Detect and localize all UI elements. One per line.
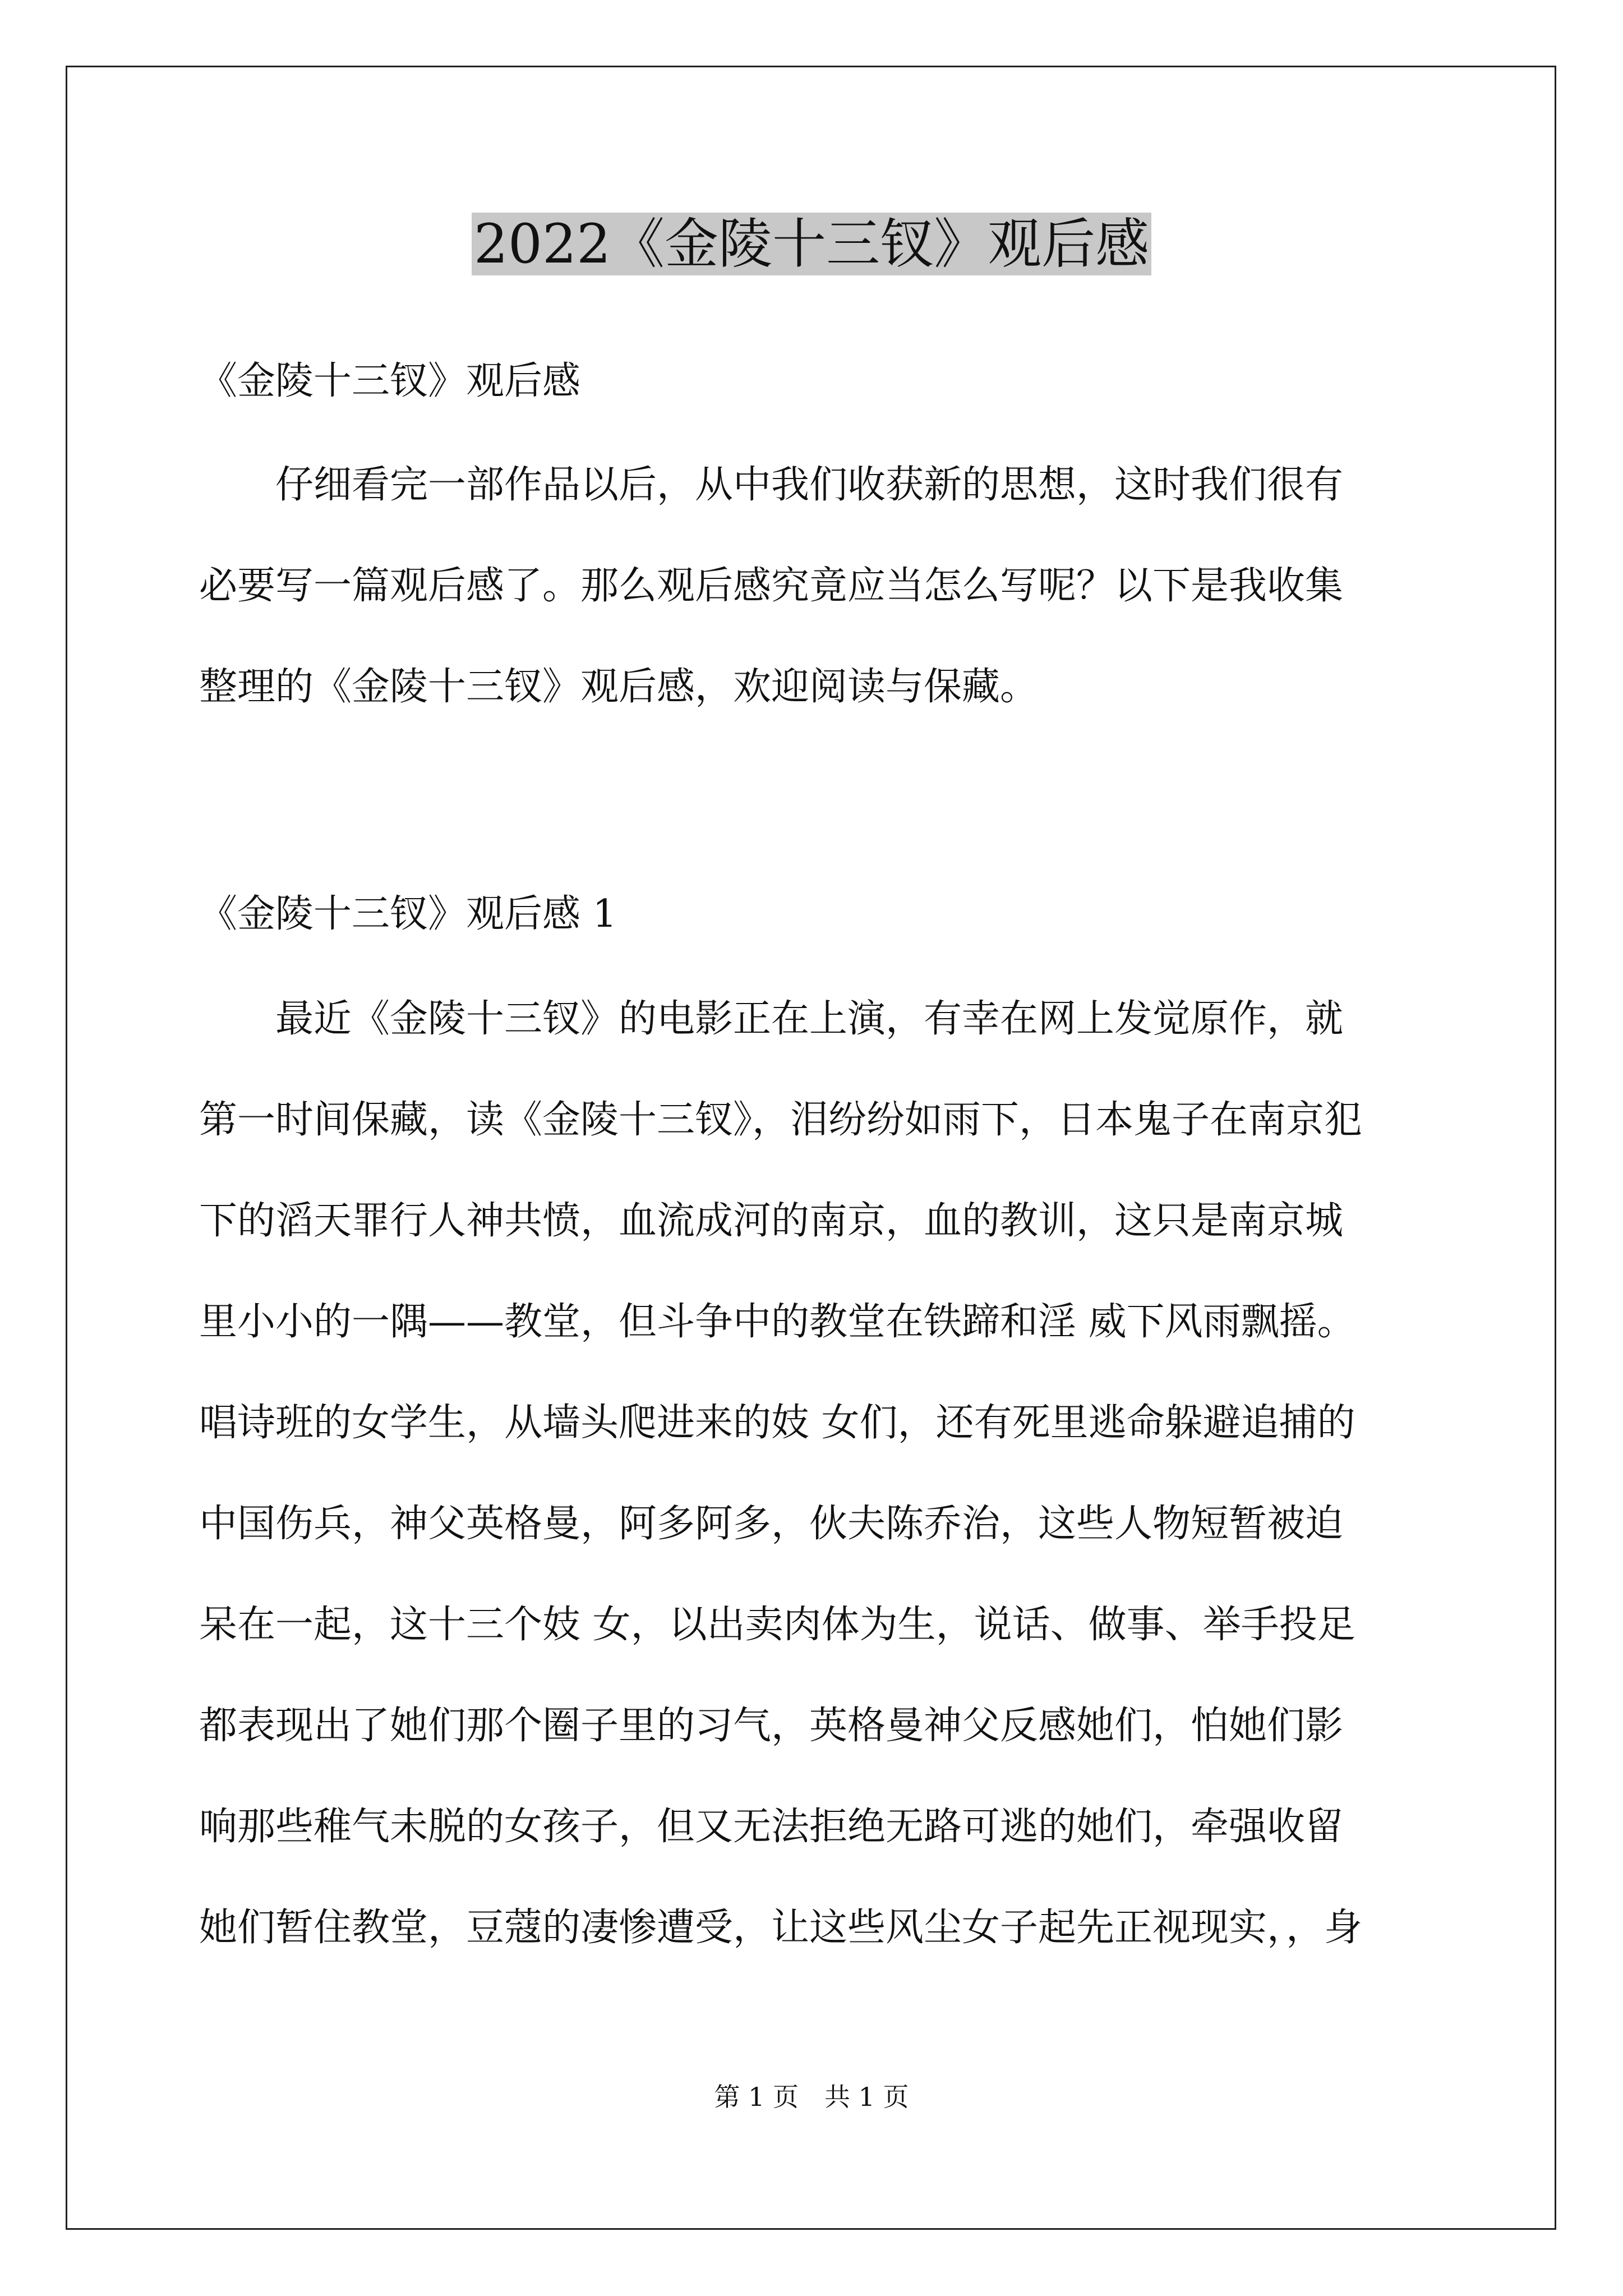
document-title-text: 2022《金陵十三钗》观后感 — [472, 213, 1151, 275]
intro-line-3: 整理的《金陵十三钗》观后感，欢迎阅读与保藏。 — [199, 665, 1039, 709]
body-line-3: 下的滔天罪行人神共愤，血流成河的南京，血的教训，这只是南京城 — [199, 1199, 1344, 1243]
body-line-5: 唱诗班的女学生，从墙头爬进来的妓 女们，还有死里逃命躲避追捕的 — [199, 1401, 1355, 1445]
section-heading: 《金陵十三钗》观后感 1 — [199, 892, 617, 936]
body-line-7: 呆在一起，这十三个妓 女，以出卖肉体为生，说话、做事、举手投足 — [199, 1603, 1355, 1647]
body-line-10: 她们暂住教堂，豆蔻的凄惨遭受，让这些风尘女子起先正视现实，，身 — [199, 1906, 1363, 1950]
document-title — [0, 205, 1623, 283]
intro-line-2: 必要写一篇观后感了。那么观后感究竟应当怎么写呢？以下是我收集 — [199, 564, 1344, 608]
body-line-9: 响那些稚气未脱的女孩子，但又无法拒绝无路可逃的她们，牵强收留 — [199, 1805, 1344, 1849]
body-line-8: 都表现出了她们那个圈子里的习气，英格曼神父反感她们，怕她们影 — [199, 1704, 1344, 1748]
body-line-6: 中国伤兵，神父英格曼，阿多阿多，伙夫陈乔治，这些人物短暂被迫 — [199, 1502, 1344, 1546]
body-line-1: 最近《金陵十三钗》的电影正在上演，有幸在网上发觉原作，就 — [199, 997, 1344, 1041]
page-footer: 第 1 页 共 1 页 — [714, 2082, 909, 2112]
subtitle: 《金陵十三钗》观后感 — [199, 359, 581, 403]
intro-line-1: 仔细看完一部作品以后，从中我们收获新的思想，这时我们很有 — [199, 463, 1344, 507]
body-line-4: 里小小的一隅——教堂，但斗争中的教堂在铁蹄和淫 威下风雨飘摇。 — [199, 1300, 1355, 1344]
body-line-2: 第一时间保藏，读《金陵十三钗》，泪纷纷如雨下，日本鬼子在南京犯 — [199, 1098, 1363, 1142]
